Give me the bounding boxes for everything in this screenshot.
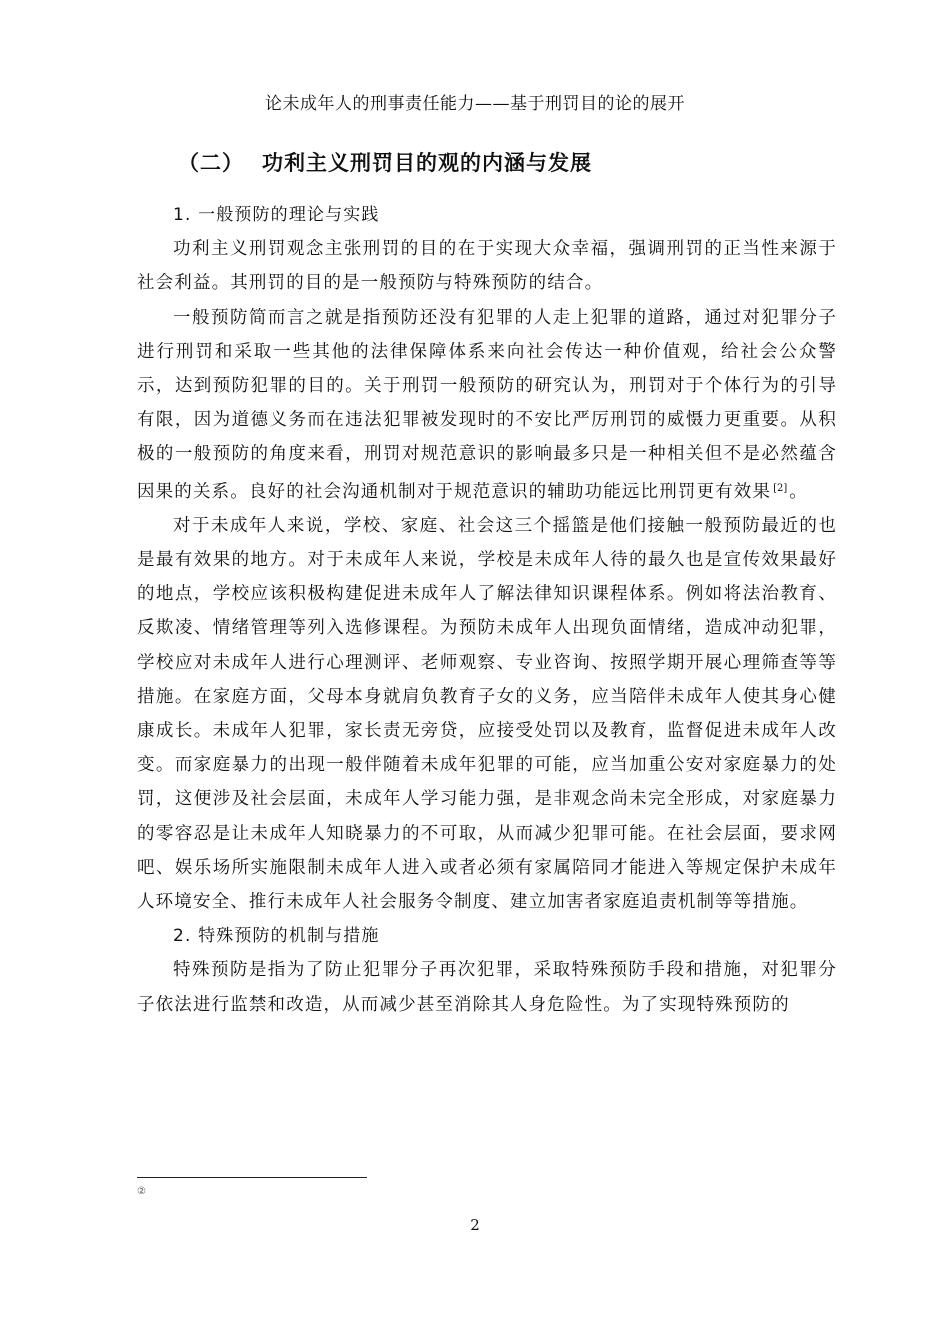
body-text [137,198,837,1022]
paragraph: 对于未成年人来说，学校、家庭、社会这三个摇篮是他们接触一般预防最近的也是最有效果的地方。对于未成年人来说，学校是未成年人待的最久也是宣传效果最好的地点，学校应该积极构建促进未成年人了解法律知识课程体系。例如将法治教育、反欺凌、情绪管理等列入选修课程。为预防未成年人出现负面情绪，造成冲动犯罪，学校应对未成年人进行心理测评、老师观察、专业咨询、按照学期开展心理筛查等等措施。在家庭方面，父母本身就肩负教育子女的义务，应当陪伴未成年人使其身心健康成长。未成年人犯罪，家长责无旁贷，应接受处罚以及教育，监督促进未成年人改变。而家庭暴力的出现一般伴随着未成年犯罪的可能，应当加重公安对家庭暴力的处罚，这便涉及社会层面，未成年人学习能力强，是非观念尚未完全形成，对家庭暴力的零容忍是让未成年人知晓暴力的不可取，从而减少犯罪可能。在社会层面，要求网吧、娱乐场所实施限制未成年人进入或者必须有家属陪同才能进入等规定保护未成年人环境安全、推行未成年人社会服务令制度、建立加害者家庭追责机制等等措施。 [137,515,837,913]
footnote-marker: ② [137,1186,146,1197]
paragraph: 特殊预防是指为了防止犯罪分子再次犯罪，采取特殊预防手段和措施，对犯罪分子依法进行监禁和改造，从而减少甚至消除其人身危险性。为了实现特殊预防的 [137,960,837,1015]
section-heading [178,147,592,177]
page-number: 2 [470,1216,480,1234]
section-number: （二） [178,151,244,175]
footnote-divider [137,1177,367,1178]
citation-marker[interactable]: [2] [773,482,788,494]
subsection-heading-general-prevention: 1. 一般预防的理论与实践 [173,205,380,225]
running-header: 论未成年人的刑事责任能力——基于刑罚目的论的展开 [265,94,685,114]
section-title: 功利主义刑罚目的观的内涵与发展 [262,151,592,175]
subsection-heading-special-prevention: 2. 特殊预防的机制与措施 [173,926,380,947]
paragraph: 功利主义刑罚观念主张刑罚的目的在于实现大众幸福，强调刑罚的正当性来源于社会利益。其刑罚的目的是一般预防与特殊预防的结合。 [137,239,837,294]
paragraph [137,301,837,509]
paragraph-text: 一般预防简而言之就是指预防还没有犯罪的人走上犯罪的道路，通过对犯罪分子进行刑罚和采取一些其他的法律保障体系来向社会传达一种价值观，给社会公众警示，达到预防犯罪的目的。关于刑罚一般预防的研究认为，刑罚对于个体行为的引导有限，因为道德义务而在违法犯罪被发现时的不安比严厉刑罚的威慑力更重要。从积极的一般预防的角度来看，刑罚对规范意识的影响最多只是一种相关但不是必然蕴含因果的关系。良好的社会沟通机制对于规范意识的辅助功能远比刑罚更有效果 [137,307,837,502]
paragraph-end: 。 [789,481,808,502]
